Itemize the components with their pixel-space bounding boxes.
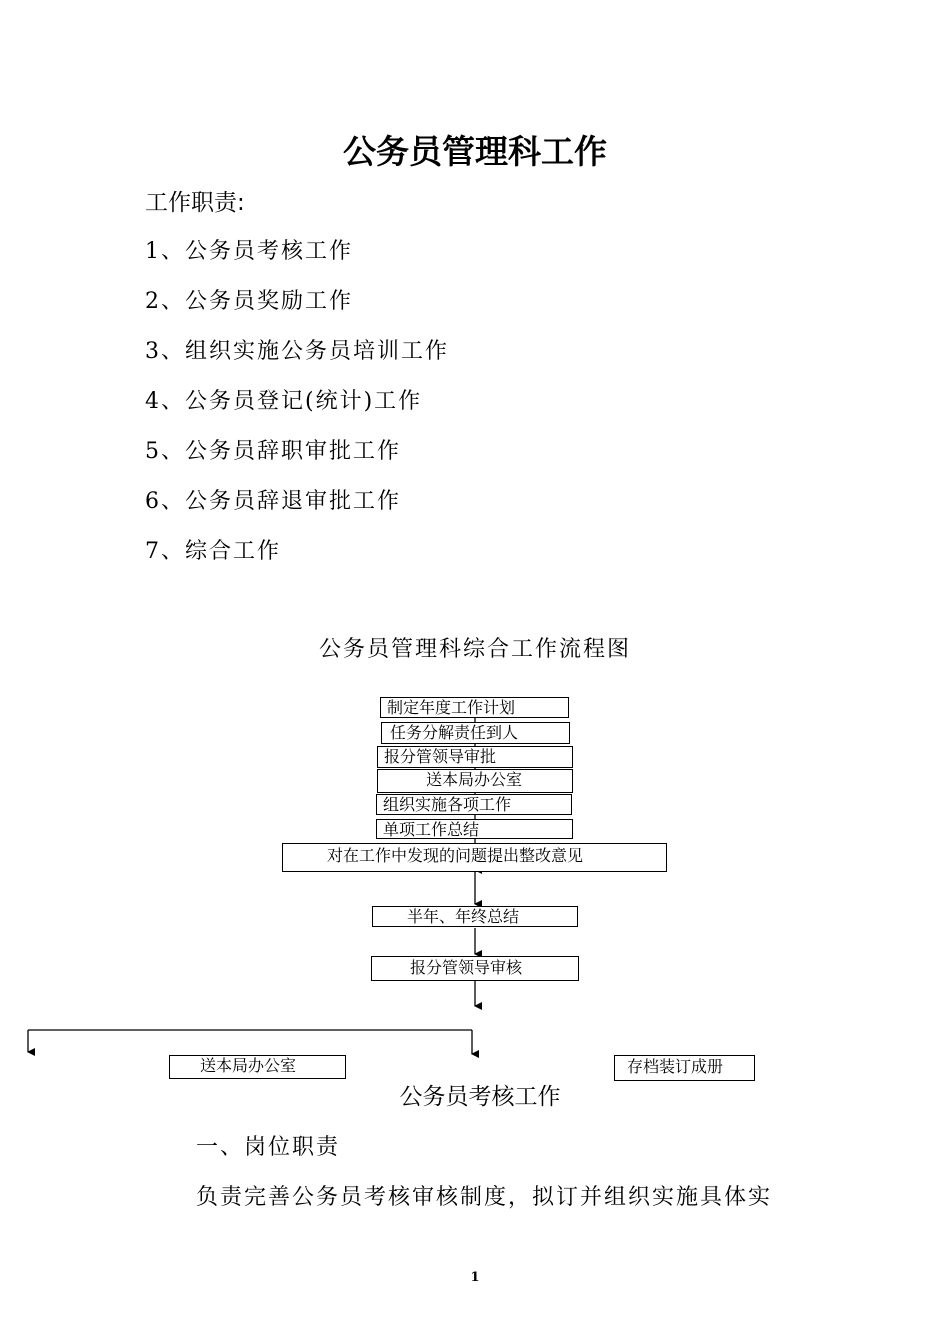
flowchart-title: 公务员管理科综合工作流程图 — [318, 637, 631, 662]
flow-step-assign: 任务分解责任到人 — [381, 722, 570, 744]
flow-step-review: 报分管领导审核 — [371, 956, 579, 981]
flow-step-periodic-summary: 半年、年终总结 — [372, 906, 578, 927]
duty-item: 3、组织实施公务员培训工作 — [145, 339, 449, 364]
flow-step-rectify: 对在工作中发现的问题提出整改意见 — [282, 843, 667, 872]
duty-item: 1、公务员考核工作 — [145, 239, 353, 264]
flow-step-approve: 报分管领导审批 — [377, 746, 573, 768]
flow-step-archive: 存档装订成册 — [614, 1055, 755, 1081]
page-title: 公务员管理科工作 — [343, 132, 607, 171]
duty-item: 2、公务员奖励工作 — [145, 289, 353, 314]
page-number: 1 — [470, 1270, 480, 1285]
flow-step-send-office-final: 送本局办公室 — [169, 1055, 346, 1079]
duties-heading: 工作职责: — [145, 190, 245, 216]
section-heading: 一、岗位职责 — [196, 1135, 341, 1160]
section-title: 公务员考核工作 — [399, 1084, 561, 1110]
duty-item: 5、公务员辞职审批工作 — [145, 439, 401, 464]
flow-step-implement: 组织实施各项工作 — [376, 794, 572, 815]
flow-step-item-summary: 单项工作总结 — [376, 819, 573, 839]
section-body-text: 负责完善公务员考核审核制度，拟订并组织实施具体实 — [196, 1185, 773, 1210]
duty-item: 7、综合工作 — [145, 539, 281, 564]
flow-step-plan: 制定年度工作计划 — [380, 697, 569, 718]
flow-step-send-office: 送本局办公室 — [377, 769, 573, 793]
duty-item: 6、公务员辞退审批工作 — [145, 489, 401, 514]
duty-item: 4、公务员登记(统计)工作 — [145, 389, 423, 414]
